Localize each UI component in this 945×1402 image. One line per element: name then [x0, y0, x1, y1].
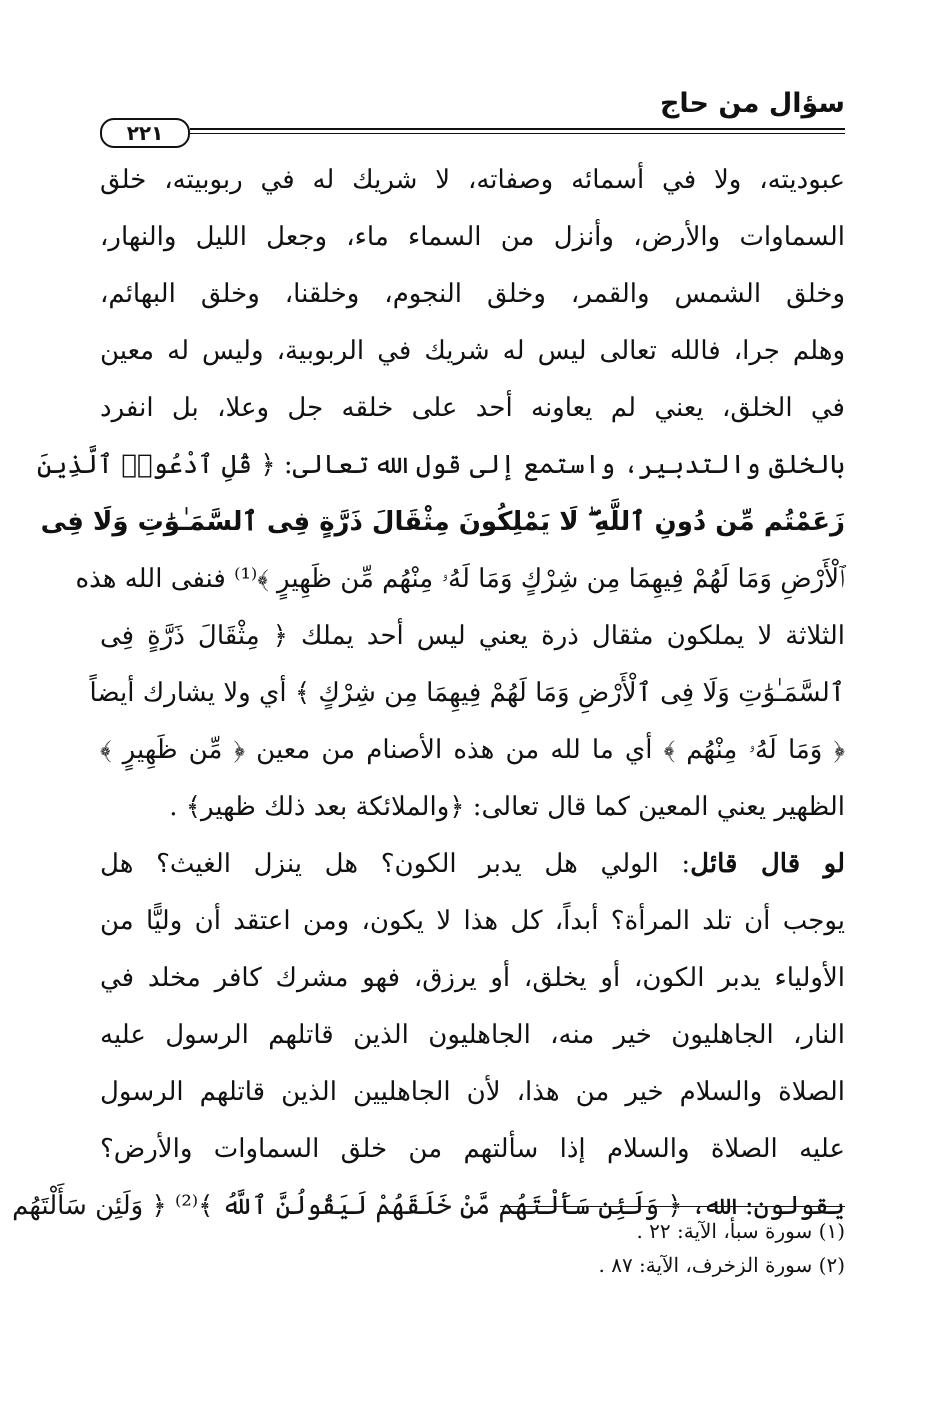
body-text	[12, 152, 845, 1235]
text-line: في الخلق، يعني لم يعاونه أحد على خلقه جل وعلا، بل انفرد	[100, 393, 845, 423]
text-line: ٱلسَّمَـٰوَٰتِ وَلَا فِى ٱلْأَرْضِ وَمَا لَهُمْ فِيهِمَا مِن شِرْكٍ ﴾ أي ولا يشارك أيضاً	[89, 678, 845, 708]
paragraph-start-rest: : الولي هل يدبر الكون؟ هل ينزل الغيث؟ هل	[100, 849, 691, 879]
header-rule	[100, 128, 845, 136]
header-rule-thick	[190, 128, 845, 130]
text-line: بالخلق والتدبير، واستمع إلى قول الله تعالى: ﴿ قُلِ ٱدْعُوا۟ ٱلَّذِينَ	[36, 450, 845, 480]
text-line: الثلاثة لا يملكون مثقال ذرة يعني ليس أحد يملك ﴿ مِثْقَالَ ذَرَّةٍ فِى	[100, 621, 845, 651]
text-line: الصلاة والسلام خير من هذا، لأن الجاهليين الذين قاتلهم الرسول	[100, 1077, 845, 1107]
text-line: عليه الصلاة والسلام إذا سألتهم من خلق السماوات والأرض؟	[100, 1134, 845, 1164]
text-line: وهلم جرا، فالله تعالى ليس له شريك في الربوبية، وليس له معين	[100, 336, 845, 366]
header-rule-thin	[190, 133, 845, 134]
page-number-badge: ٢٢١	[100, 118, 190, 148]
text-line: ٱلْأَرْضِ وَمَا لَهُمْ فِيهِمَا مِن شِرْكٍ وَمَا لَهُۥ مِنْهُم مِّن ظَهِيرٍ ﴾⁽¹⁾ فنفى الله هذه	[75, 564, 845, 594]
text-line: الأولياء يدبر الكون، أو يخلق، أو يرزق، فهو مشرك كافر مخلد في	[100, 963, 845, 993]
footnote-item: (٢) سورة الزخرف، الآية: ٨٧ .	[598, 1253, 845, 1277]
text-line: النار، الجاهليون خير منه، الجاهليون الذين قاتلهم الرسول عليه	[100, 1020, 845, 1050]
text-line: يوجب أن تلد المرأة؟ أبداً، كل هذا لا يكون، ومن اعتقد أن وليًّا من	[100, 906, 845, 936]
footnote-item: (١) سورة سبأ، الآية: ٢٢ .	[636, 1219, 845, 1243]
footnotes	[100, 1214, 845, 1282]
text-line: السماوات والأرض، وأنزل من السماء ماء، وجعل الليل والنهار،	[100, 222, 845, 252]
lead-phrase: لو قال قائل	[690, 849, 845, 879]
text-line: وخلق الشمس والقمر، وخلق النجوم، وخلقنا، وخلق البهائم،	[100, 279, 845, 309]
paragraph-start-line	[100, 836, 845, 893]
text-line: ﴿ وَمَا لَهُۥ مِنْهُم ﴾ أي ما لله من هذه الأصنام من معين ﴿ مِّن ظَهِيرٍ ﴾	[100, 735, 845, 765]
text-line: الظهير يعني المعين كما قال تعالى: ﴿والملائكة بعد ذلك ظهير﴾ .	[169, 792, 845, 822]
footnote-rule	[500, 1206, 845, 1207]
running-header-title: سؤال من حاج	[659, 88, 845, 119]
quran-verse-line: زَعَمْتُم مِّن دُونِ ٱللَّهِ ۖ لَا يَمْلِكُونَ مِثْقَالَ ذَرَّةٍ فِى ٱلسَّمَـٰوَٰتِ وَلَا فِى	[40, 507, 845, 537]
text-line: عبوديته، ولا في أسمائه وصفاته، لا شريك له في ربوبيته، خلق	[100, 165, 845, 195]
text-line: يقولون: الله، ﴿ وَلَئِن سَأَلْتَهُم مَّنْ خَلَقَهُمْ لَيَقُولُنَّ ٱللَّهُ ﴾⁽²⁾ ﴿ وَلَئِن سَأَلْتَهُم	[12, 1191, 845, 1221]
